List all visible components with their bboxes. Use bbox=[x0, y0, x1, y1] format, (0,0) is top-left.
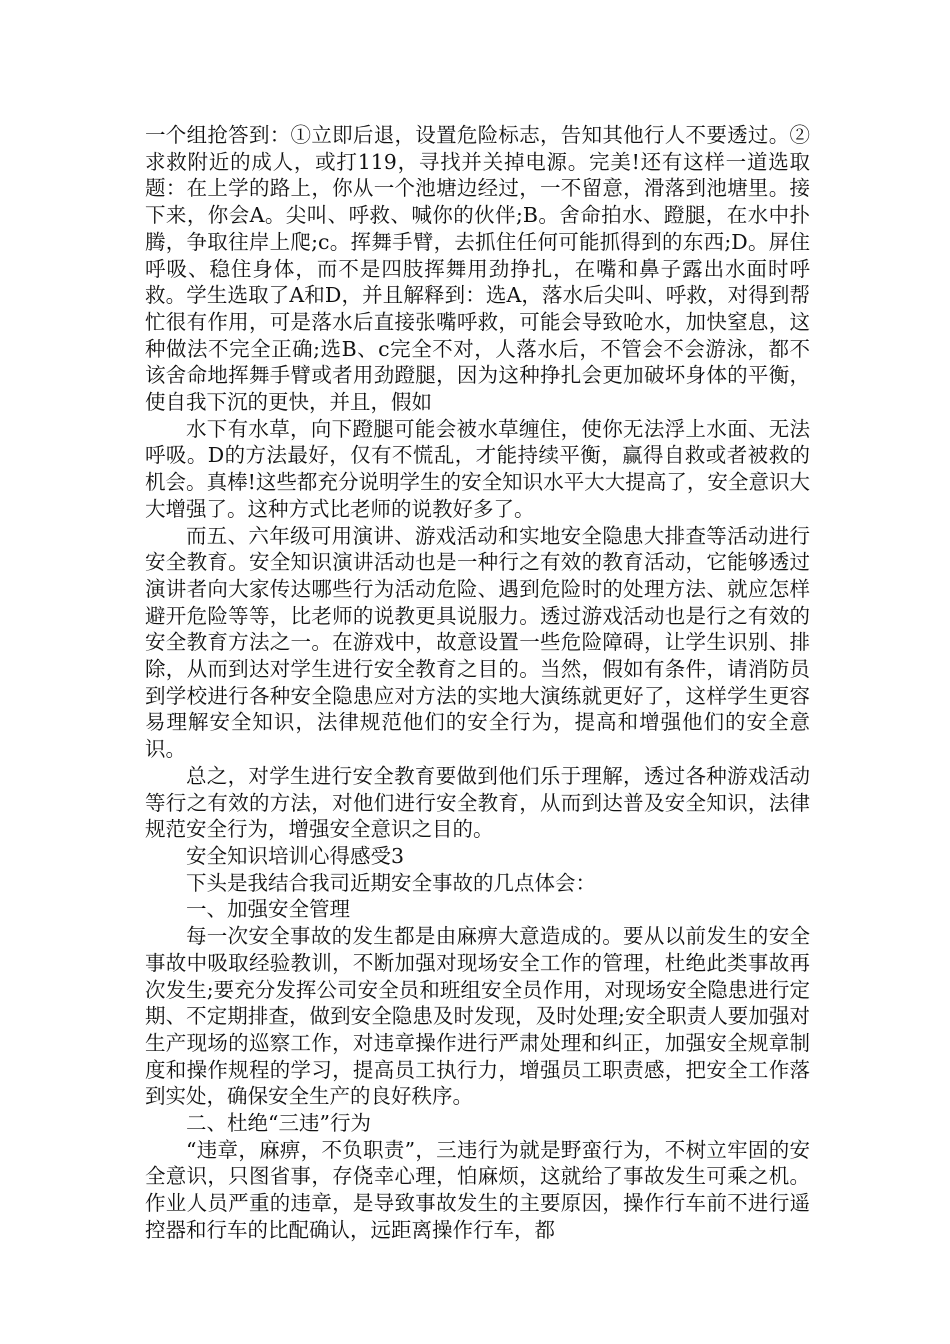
paragraph: 而五、六年级可用演讲、游戏活动和实地安全隐患大排查等活动进行安全教育。安全知识演讲活动也是一种行之有效的教育活动，它能够透过演讲者向大家传达哪些行为活动危险、遇到危险时的处理方法、就应怎样避开危险等等，比老师的说教更具说服力。透过游戏活动也是行之有效的安全教育方法之一。在游戏中，故意设置一些危险障碍，让学生识别、排除，从而到达对学生进行安全教育之目的。当然，假如有条件，请消防员到学校进行各种安全隐患应对方法的实地大演练就更好了，这样学生更容易理解安全知识，法律规范他们的安全行为，提高和增强他们的安全意识。 bbox=[145, 523, 810, 762]
paragraph: 水下有水草，向下蹬腿可能会被水草缠住，使你无法浮上水面、无法呼吸。D的方法最好，仅有不慌乱，才能持续平衡，赢得自救或者被救的机会。真棒!这些都充分说明学生的安全知识水平大大提高了，安全意识大大增强了。这种方式比老师的说教好多了。 bbox=[145, 416, 810, 521]
paragraph: “违章，麻痹，不负职责”，三违行为就是野蛮行为，不树立牢固的安全意识，只图省事，存侥幸心理，怕麻烦，这就给了事故发生可乘之机。作业人员严重的违章，是导致事故发生的主要原因，操作行车前不进行遥控器和行车的比配确认，远距离操作行车，都 bbox=[145, 1137, 810, 1242]
paragraph: 总之，对学生进行安全教育要做到他们乐于理解，透过各种游戏活动等行之有效的方法，对他们进行安全教育，从而到达普及安全知识，法律规范安全行为，增强安全意识之目的。 bbox=[145, 763, 810, 842]
section-heading: 一、加强安全管理 bbox=[186, 897, 350, 922]
paragraph: 每一次安全事故的发生都是由麻痹大意造成的。要从以前发生的安全事故中吸取经验教训，不断加强对现场安全工作的管理，杜绝此类事故再次发生;要充分发挥公司安全员和班组安全员作用，对现场安全隐患进行定期、不定期排查，做到安全隐患及时发现，及时处理;安全职责人要加强对生产现场的巡察工作，对违章操作进行严肃处理和纠正，加强安全规章制度和操作规程的学习，提高员工执行力，增强员工职责感，把安全工作落到实处，确保安全生产的良好秩序。 bbox=[145, 924, 810, 1109]
document-body bbox=[145, 122, 810, 1244]
section-heading: 二、杜绝“三违”行为 bbox=[186, 1111, 371, 1136]
paragraph: 一个组抢答到：①立即后退，设置危险标志，告知其他行人不要透过。②求救附近的成人，或打119，寻找并关掉电源。完美!还有这样一道选取题：在上学的路上，你从一个池塘边经过，一不留意，滑落到池塘里。接下来，你会A。尖叫、呼救、喊你的伙伴;B。舍命拍水、蹬腿，在水中扑腾，争取往岸上爬;c。挥舞手臂，去抓住任何可能抓得到的东西;D。屏住呼吸、稳住身体，而不是四肢挥舞用劲挣扎，在嘴和鼻子露出水面时呼救。学生选取了A和D，并且解释到：选A，落水后尖叫、呼救，对得到帮忙很有作用，可是落水后直接张嘴呼救，可能会导致呛水，加快窒息，这种做法不完全正确;选B、c完全不对，人落水后，不管会不会游泳，都不该舍命地挥舞手臂或者用劲蹬腿，因为这种挣扎会更加破坏身体的平衡，使自我下沉的更快，并且，假如 bbox=[145, 123, 810, 415]
paragraph: 下头是我结合我司近期安全事故的几点体会： bbox=[186, 870, 596, 895]
section-title: 安全知识培训心得感受3 bbox=[186, 843, 405, 868]
